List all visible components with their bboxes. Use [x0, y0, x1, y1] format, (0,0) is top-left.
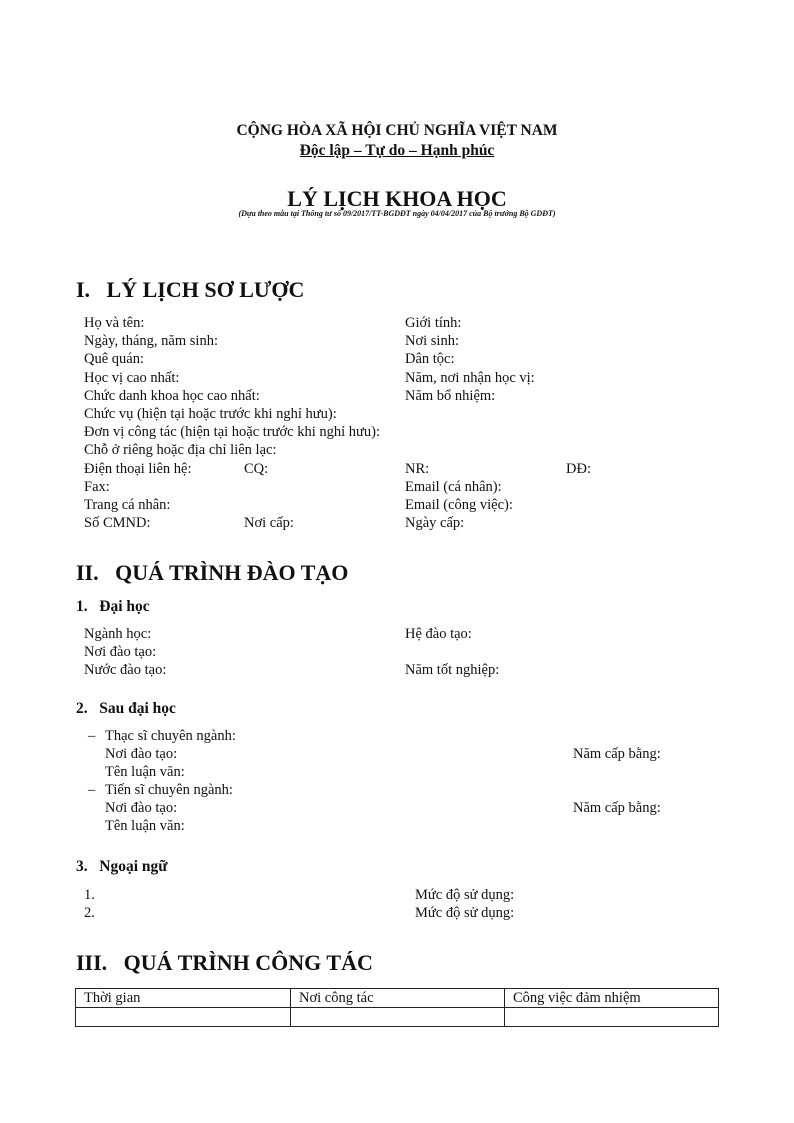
field-label: Năm bổ nhiệm:	[405, 387, 496, 404]
subsection-heading: 1. Đại học	[76, 598, 150, 615]
document-title: LÝ LỊCH KHOA HỌC	[287, 186, 507, 211]
field-label: Mức độ sử dụng:	[415, 887, 515, 903]
field-label: Email (công việc):	[405, 497, 513, 513]
field-label: Tiến sĩ chuyên ngành:	[105, 782, 233, 798]
field-label: Chức vụ (hiện tại hoặc trước khi nghỉ hưu):	[84, 406, 337, 422]
field-label: Học vị cao nhất:	[84, 369, 180, 386]
subsection-heading: 3. Ngoại ngữ	[76, 858, 168, 875]
field-label: Mức độ sử dụng:	[415, 905, 515, 921]
field-label: Nơi đào tạo:	[84, 644, 157, 660]
motto: Độc lập – Tự do – Hạnh phúc	[299, 142, 495, 159]
field-label: Fax:	[84, 478, 110, 495]
field-label: Nơi cấp:	[244, 515, 294, 532]
field-label: Thạc sĩ chuyên ngành:	[105, 728, 236, 744]
field-label: Nơi sinh:	[405, 333, 459, 350]
field-label: Năm tốt nghiệp:	[405, 662, 500, 678]
field-label: DĐ:	[566, 460, 591, 477]
field-label: NR:	[405, 460, 430, 477]
field-label: Năm cấp bằng:	[573, 800, 661, 816]
column-header: Thời gian	[76, 989, 291, 1008]
dash-bullet: –	[88, 782, 96, 798]
field-label: Giới tính:	[405, 315, 462, 331]
country-name: CỘNG HÒA XÃ HỘI CHỦ NGHĨA VIỆT NAM	[236, 122, 558, 139]
table-cell[interactable]	[291, 1008, 505, 1027]
column-header: Công việc đảm nhiệm	[505, 989, 719, 1008]
table-cell[interactable]	[76, 1008, 291, 1027]
dash-bullet: –	[88, 728, 96, 744]
list-number: 2.	[84, 905, 95, 921]
field-label: Hệ đào tạo:	[405, 626, 472, 642]
field-label: CQ:	[244, 460, 269, 477]
field-label: Năm, nơi nhận học vị:	[405, 369, 535, 386]
field-label: Chức danh khoa học cao nhất:	[84, 387, 260, 404]
column-header: Nơi công tác	[291, 989, 505, 1008]
field-label: Họ và tên:	[84, 315, 145, 331]
field-label: Nơi đào tạo:	[105, 746, 178, 762]
field-label: Ngày cấp:	[405, 515, 465, 532]
field-label: Ngành học:	[84, 626, 152, 642]
table-header-row	[76, 989, 719, 1008]
document-subtitle: (Dựa theo mẫu tại Thông tư số 09/2017/TT-BGDĐT ngày 04/04/2017 của Bộ trưởng Bộ GDĐT)	[238, 209, 556, 218]
field-label: Số CMND:	[84, 515, 151, 532]
field-label: Năm cấp bằng:	[573, 746, 661, 762]
field-label: Nước đào tạo:	[84, 662, 167, 678]
section-heading: III. QUÁ TRÌNH CÔNG TÁC	[76, 950, 373, 975]
field-label: Tên luận văn:	[105, 818, 185, 834]
section-heading: I. LÝ LỊCH SƠ LƯỢC	[76, 277, 305, 302]
list-number: 1.	[84, 887, 95, 903]
field-label: Trang cá nhân:	[84, 497, 171, 513]
field-label: Nơi đào tạo:	[105, 800, 178, 816]
subsection-heading: 2. Sau đại học	[76, 700, 176, 717]
table-cell[interactable]	[505, 1008, 719, 1027]
field-label: Chỗ ở riêng hoặc địa chỉ liên lạc:	[84, 442, 277, 459]
field-label: Ngày, tháng, năm sinh:	[84, 333, 218, 350]
field-label: Email (cá nhân):	[405, 478, 502, 495]
field-label: Dân tộc:	[405, 351, 455, 368]
table-row	[76, 1008, 719, 1027]
field-label: Quê quán:	[84, 351, 144, 368]
section-heading: II. QUÁ TRÌNH ĐÀO TẠO	[76, 560, 349, 585]
field-label: Đơn vị công tác (hiện tại hoặc trước khi nghỉ hưu):	[84, 424, 381, 441]
work-history-table	[75, 988, 719, 1027]
field-label: Điện thoại liên hệ:	[84, 460, 192, 477]
field-label: Tên luận văn:	[105, 764, 185, 780]
